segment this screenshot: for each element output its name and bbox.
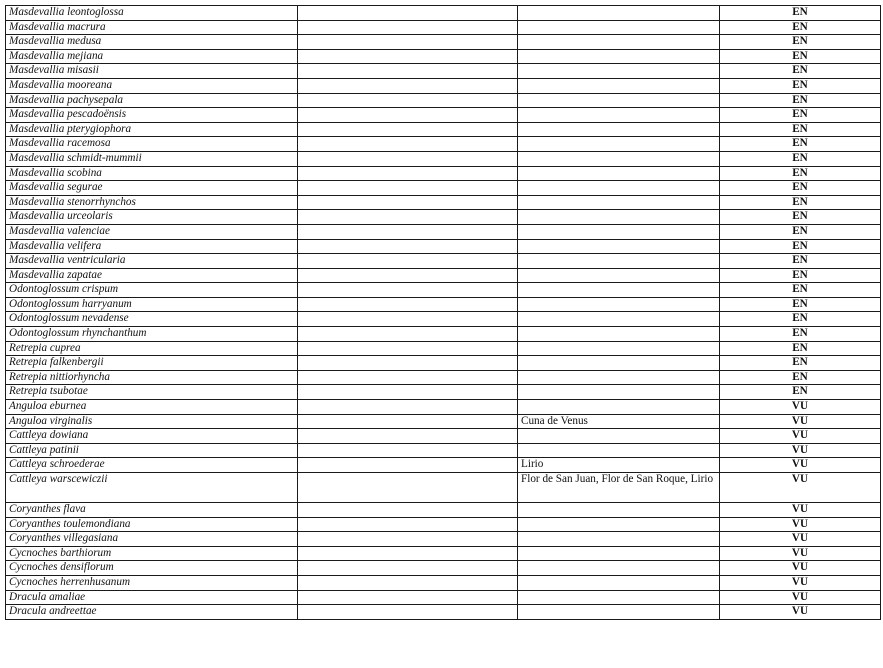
empty-cell [298,356,518,371]
species-name-cell: Cycnoches densiflorum [6,561,298,576]
category-cell: EN [720,210,881,225]
category-cell: EN [720,297,881,312]
common-name-cell [518,166,720,181]
common-name-cell [518,575,720,590]
common-name-cell [518,254,720,269]
species-name-cell: Masdevallia segurae [6,181,298,196]
table-row [6,503,881,518]
category-cell: VU [720,429,881,444]
table-row [6,181,881,196]
empty-cell [298,78,518,93]
empty-cell [298,575,518,590]
common-name-cell [518,195,720,210]
common-name-cell: Lirio [518,458,720,473]
common-name-cell [518,443,720,458]
category-cell: VU [720,517,881,532]
species-name-cell: Masdevallia macrura [6,20,298,35]
empty-cell [298,224,518,239]
empty-cell [298,239,518,254]
common-name-cell [518,268,720,283]
species-name-cell: Dracula andreettae [6,605,298,620]
common-name-cell [518,356,720,371]
table-row [6,283,881,298]
category-cell: EN [720,166,881,181]
empty-cell [298,546,518,561]
empty-cell [298,181,518,196]
species-name-cell: Retrepia tsubotae [6,385,298,400]
category-cell: VU [720,546,881,561]
category-cell: EN [720,370,881,385]
table-row [6,195,881,210]
common-name-cell [518,590,720,605]
table-row [6,517,881,532]
common-name-cell [518,327,720,342]
table-row [6,443,881,458]
category-cell: VU [720,473,881,503]
category-cell: EN [720,195,881,210]
category-cell: EN [720,108,881,123]
species-name-cell: Retrepia nittiorhyncha [6,370,298,385]
species-name-cell: Masdevallia mejiana [6,49,298,64]
table-row [6,78,881,93]
table-row [6,575,881,590]
empty-cell [298,590,518,605]
category-cell: EN [720,312,881,327]
species-name-cell: Coryanthes flava [6,503,298,518]
category-cell: VU [720,443,881,458]
species-name-cell: Masdevallia stenorrhynchos [6,195,298,210]
category-cell: EN [720,327,881,342]
category-cell: VU [720,503,881,518]
empty-cell [298,385,518,400]
table-row [6,414,881,429]
species-name-cell: Cycnoches barthiorum [6,546,298,561]
species-name-cell: Coryanthes toulemondiana [6,517,298,532]
common-name-cell [518,297,720,312]
species-name-cell: Masdevallia mooreana [6,78,298,93]
empty-cell [298,20,518,35]
common-name-cell [518,122,720,137]
empty-cell [298,64,518,79]
table-row [6,341,881,356]
category-cell: EN [720,20,881,35]
table-row [6,312,881,327]
empty-cell [298,122,518,137]
common-name-cell [518,400,720,415]
table-row [6,327,881,342]
table-row [6,224,881,239]
empty-cell [298,283,518,298]
category-cell: EN [720,78,881,93]
species-name-cell: Masdevallia medusa [6,35,298,50]
species-name-cell: Masdevallia zapatae [6,268,298,283]
category-cell: EN [720,254,881,269]
common-name-cell [518,341,720,356]
empty-cell [298,503,518,518]
empty-cell [298,35,518,50]
table-row [6,385,881,400]
empty-cell [298,414,518,429]
species-name-cell: Cattleya dowiana [6,429,298,444]
species-table [5,5,881,620]
species-name-cell: Coryanthes villegasiana [6,532,298,547]
table-row [6,6,881,21]
species-name-cell: Masdevallia urceolaris [6,210,298,225]
empty-cell [298,561,518,576]
category-cell: EN [720,341,881,356]
table-row [6,20,881,35]
species-name-cell: Retrepia falkenbergii [6,356,298,371]
category-cell: EN [720,356,881,371]
species-name-cell: Cycnoches herrenhusanum [6,575,298,590]
species-name-cell: Retrepia cuprea [6,341,298,356]
category-cell: VU [720,414,881,429]
common-name-cell [518,35,720,50]
empty-cell [298,254,518,269]
table-row [6,561,881,576]
species-name-cell: Anguloa eburnea [6,400,298,415]
table-row [6,166,881,181]
table-row [6,473,881,503]
common-name-cell [518,108,720,123]
table-row [6,546,881,561]
empty-cell [298,93,518,108]
table-row [6,297,881,312]
common-name-cell [518,49,720,64]
table-row [6,356,881,371]
category-cell: EN [720,268,881,283]
table-row [6,532,881,547]
category-cell: VU [720,561,881,576]
category-cell: VU [720,590,881,605]
empty-cell [298,49,518,64]
common-name-cell [518,370,720,385]
common-name-cell [518,137,720,152]
empty-cell [298,458,518,473]
category-cell: VU [720,605,881,620]
species-name-cell: Anguloa virginalis [6,414,298,429]
common-name-cell [518,20,720,35]
common-name-cell [518,78,720,93]
table-row [6,254,881,269]
empty-cell [298,108,518,123]
common-name-cell [518,546,720,561]
common-name-cell [518,93,720,108]
common-name-cell [518,239,720,254]
table-row [6,458,881,473]
empty-cell [298,312,518,327]
common-name-cell [518,429,720,444]
empty-cell [298,473,518,503]
empty-cell [298,210,518,225]
common-name-cell [518,210,720,225]
category-cell: VU [720,458,881,473]
empty-cell [298,370,518,385]
category-cell: EN [720,64,881,79]
species-name-cell: Cattleya warscewiczii [6,473,298,503]
empty-cell [298,137,518,152]
empty-cell [298,297,518,312]
table-row [6,268,881,283]
common-name-cell [518,605,720,620]
species-name-cell: Masdevallia ventricularia [6,254,298,269]
species-name-cell: Masdevallia racemosa [6,137,298,152]
species-name-cell: Odontoglossum crispum [6,283,298,298]
table-row [6,151,881,166]
table-row [6,400,881,415]
common-name-cell [518,532,720,547]
empty-cell [298,532,518,547]
category-cell: EN [720,49,881,64]
species-name-cell: Masdevallia valenciae [6,224,298,239]
species-name-cell: Masdevallia scobina [6,166,298,181]
species-name-cell: Odontoglossum rhynchanthum [6,327,298,342]
species-name-cell: Masdevallia pescadoënsis [6,108,298,123]
common-name-cell [518,6,720,21]
category-cell: VU [720,575,881,590]
table-row [6,239,881,254]
species-name-cell: Cattleya patinii [6,443,298,458]
category-cell: VU [720,400,881,415]
empty-cell [298,517,518,532]
table-row [6,64,881,79]
table-row [6,370,881,385]
common-name-cell [518,224,720,239]
species-name-cell: Masdevallia schmidt-mummii [6,151,298,166]
table-row [6,93,881,108]
common-name-cell: Cuna de Venus [518,414,720,429]
empty-cell [298,400,518,415]
empty-cell [298,166,518,181]
species-name-cell: Masdevallia pachysepala [6,93,298,108]
table-row [6,108,881,123]
table-row [6,35,881,50]
category-cell: EN [720,122,881,137]
empty-cell [298,151,518,166]
category-cell: EN [720,239,881,254]
table-row [6,210,881,225]
category-cell: EN [720,385,881,400]
category-cell: EN [720,181,881,196]
empty-cell [298,327,518,342]
common-name-cell [518,151,720,166]
category-cell: EN [720,137,881,152]
empty-cell [298,6,518,21]
common-name-cell [518,517,720,532]
empty-cell [298,605,518,620]
empty-cell [298,195,518,210]
table-row [6,122,881,137]
common-name-cell: Flor de San Juan, Flor de San Roque, Lirio [518,473,720,503]
category-cell: EN [720,6,881,21]
common-name-cell [518,312,720,327]
species-table-body [6,6,881,620]
species-name-cell: Odontoglossum harryanum [6,297,298,312]
species-name-cell: Masdevallia leontoglossa [6,6,298,21]
common-name-cell [518,561,720,576]
empty-cell [298,268,518,283]
document-page [5,5,881,620]
table-row [6,429,881,444]
common-name-cell [518,283,720,298]
category-cell: EN [720,35,881,50]
species-name-cell: Odontoglossum nevadense [6,312,298,327]
category-cell: EN [720,151,881,166]
table-row [6,605,881,620]
table-row [6,590,881,605]
category-cell: EN [720,283,881,298]
common-name-cell [518,64,720,79]
table-row [6,137,881,152]
category-cell: EN [720,224,881,239]
category-cell: VU [720,532,881,547]
species-name-cell: Masdevallia pterygiophora [6,122,298,137]
empty-cell [298,341,518,356]
table-row [6,49,881,64]
species-name-cell: Cattleya schroederae [6,458,298,473]
common-name-cell [518,503,720,518]
species-name-cell: Dracula amaliae [6,590,298,605]
common-name-cell [518,385,720,400]
empty-cell [298,429,518,444]
species-name-cell: Masdevallia velifera [6,239,298,254]
empty-cell [298,443,518,458]
species-name-cell: Masdevallia misasii [6,64,298,79]
category-cell: EN [720,93,881,108]
common-name-cell [518,181,720,196]
